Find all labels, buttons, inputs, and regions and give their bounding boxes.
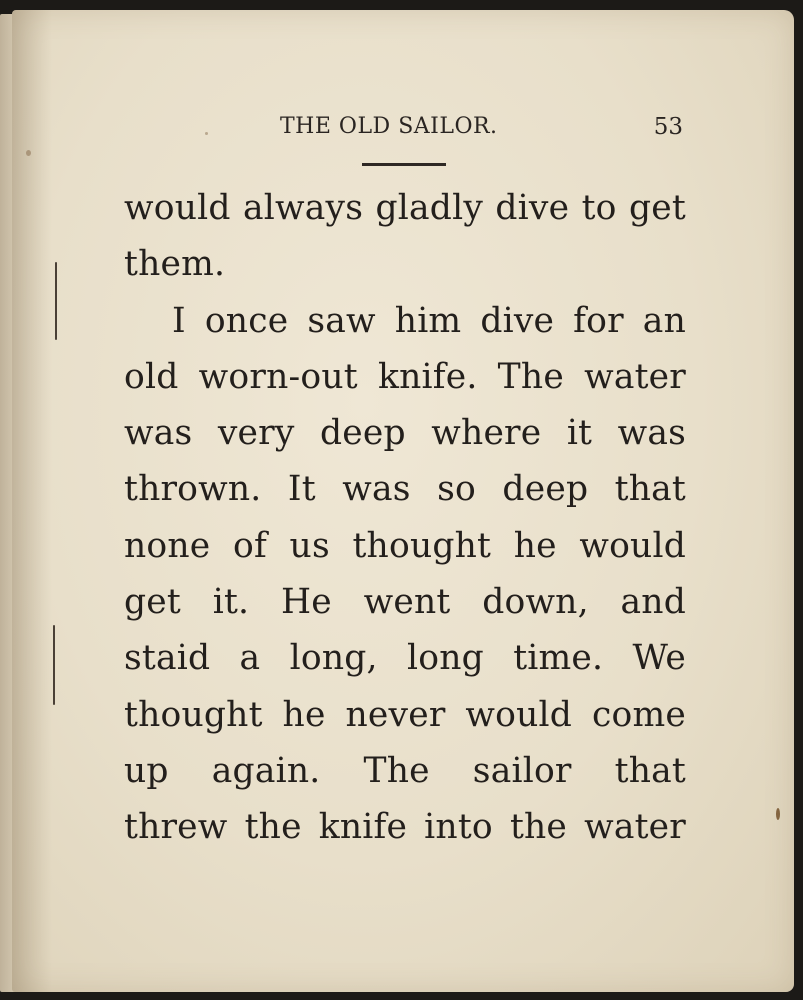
page-number: 53 [653,114,683,140]
running-head [120,112,685,148]
head-rule [362,163,446,166]
gutter-shadow [12,10,52,992]
body-text [124,180,686,856]
text-line: I once saw him dive for an [172,300,686,341]
text-line: would always gladly dive to get [124,188,686,228]
text-line: old worn-out knife. The water [124,356,686,397]
text-line: staid a long, long time. We [124,638,686,679]
text-line: none of us thought he would [124,525,686,566]
binding-stitch [53,625,55,705]
binding-stitch [55,262,57,340]
text-line: them. [124,244,226,285]
text-line: threw the knife into the water [124,807,686,848]
paper-speck [26,150,31,156]
text-line: thrown. It was so deep that [124,469,686,510]
text-line: get it. He went down, and [124,582,686,623]
text-line: thought he never would come [124,694,686,735]
running-title: THE OLD SAILOR. [280,114,498,139]
paper-speck [776,808,780,820]
text-line: up again. The sailor that [124,750,686,791]
text-line: was very deep where it was [124,413,686,454]
